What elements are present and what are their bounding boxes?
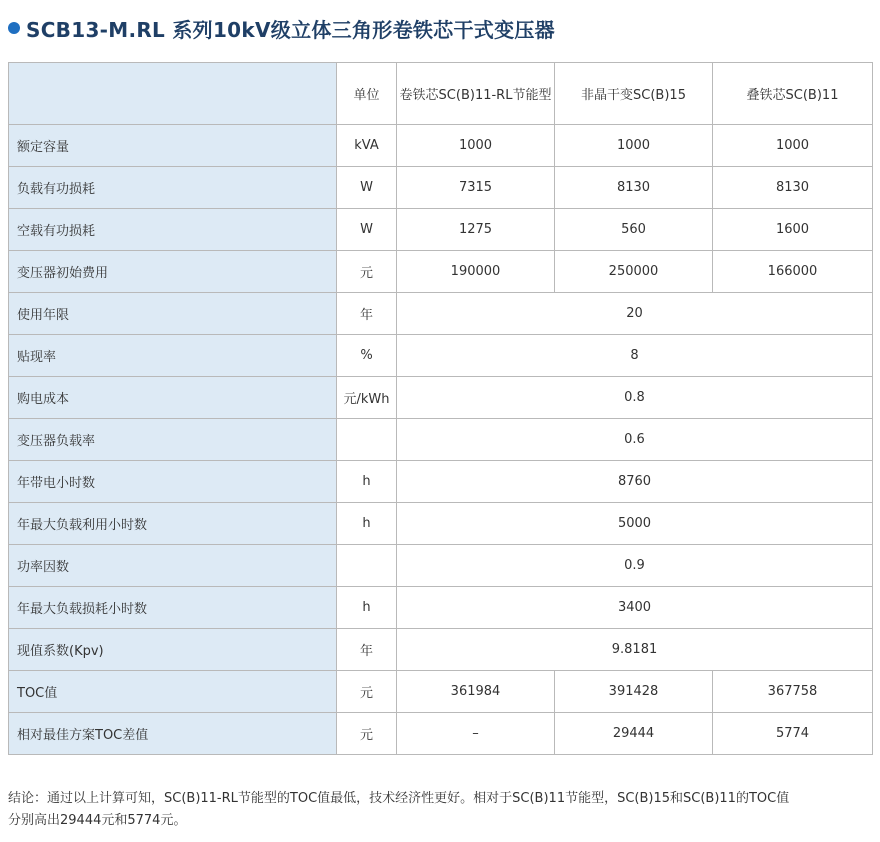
row-label: 空载有功损耗 [9,209,337,251]
row-label: 年最大负载利用小时数 [9,503,337,545]
row-value-col2: 1000 [555,125,713,167]
row-value-col3: 5774 [713,713,873,755]
header-col3: 叠铁芯SC(B)11 [713,63,873,125]
row-value-shared: 20 [397,293,873,335]
row-value-col3: 1000 [713,125,873,167]
conclusion-line-2: 分别高出29444元和5774元。 [8,813,187,828]
header-col1: 卷铁芯SC(B)11-RL节能型 [397,63,555,125]
row-value-col2: 560 [555,209,713,251]
row-value-col1: 1000 [397,125,555,167]
row-value-shared: 0.9 [397,545,873,587]
row-value-shared: 3400 [397,587,873,629]
table-row [9,713,873,755]
row-value-shared: 9.8181 [397,629,873,671]
row-unit [337,545,397,587]
header-col2: 非晶干变SC(B)15 [555,63,713,125]
header-unit: 单位 [337,63,397,125]
table-row [9,461,873,503]
page-title: SCB13-M.RL 系列10kV级立体三角形卷铁芯干式变压器 [26,17,555,42]
row-label: 功率因数 [9,545,337,587]
row-value-col2: 8130 [555,167,713,209]
row-unit: h [337,587,397,629]
row-value-col2: 29444 [555,713,713,755]
title-row [8,14,555,42]
row-unit: W [337,167,397,209]
row-value-col3: 367758 [713,671,873,713]
table-row [9,629,873,671]
row-unit: 元 [337,671,397,713]
table-row [9,419,873,461]
row-unit [337,419,397,461]
header-corner [9,63,337,125]
row-value-col3: 8130 [713,167,873,209]
conclusion-paragraph [8,788,872,832]
bullet-dot-icon [8,22,20,34]
row-value-col3: 166000 [713,251,873,293]
row-value-col1: 7315 [397,167,555,209]
row-label: 相对最佳方案TOC差值 [9,713,337,755]
comparison-table [8,62,873,755]
table-row [9,125,873,167]
row-value-col1: 361984 [397,671,555,713]
row-value-col3: 1600 [713,209,873,251]
row-unit: % [337,335,397,377]
row-value-col1: 190000 [397,251,555,293]
row-value-col2: 250000 [555,251,713,293]
row-unit: 年 [337,629,397,671]
conclusion-line-1: 结论：通过以上计算可知，SC(B)11-RL节能型的TOC值最低，技术经济性更好。相对于SC(B)11节能型，SC(B)15和SC(B)11的TOC值 [8,791,790,806]
row-unit: h [337,461,397,503]
row-label: TOC值 [9,671,337,713]
table-row [9,167,873,209]
table-row [9,545,873,587]
row-label: 变压器初始费用 [9,251,337,293]
row-label: 年带电小时数 [9,461,337,503]
row-unit: 年 [337,293,397,335]
table-header-row [9,63,873,125]
row-value-shared: 8760 [397,461,873,503]
row-value-shared: 5000 [397,503,873,545]
row-value-shared: 0.8 [397,377,873,419]
row-unit: 元 [337,713,397,755]
table-row [9,209,873,251]
row-value-shared: 0.6 [397,419,873,461]
table-row [9,671,873,713]
row-label: 使用年限 [9,293,337,335]
row-label: 贴现率 [9,335,337,377]
table-row [9,335,873,377]
row-value-shared: 8 [397,335,873,377]
row-value-col1: – [397,713,555,755]
row-unit: 元 [337,251,397,293]
row-label: 年最大负载损耗小时数 [9,587,337,629]
row-label: 变压器负载率 [9,419,337,461]
row-label: 购电成本 [9,377,337,419]
table-row [9,293,873,335]
table-row [9,377,873,419]
table-row [9,251,873,293]
row-unit: 元/kWh [337,377,397,419]
row-label: 额定容量 [9,125,337,167]
row-unit: W [337,209,397,251]
row-unit: kVA [337,125,397,167]
table-row [9,587,873,629]
row-unit: h [337,503,397,545]
row-label: 现值系数(Kpv) [9,629,337,671]
row-label: 负载有功损耗 [9,167,337,209]
row-value-col1: 1275 [397,209,555,251]
table-row [9,503,873,545]
row-value-col2: 391428 [555,671,713,713]
